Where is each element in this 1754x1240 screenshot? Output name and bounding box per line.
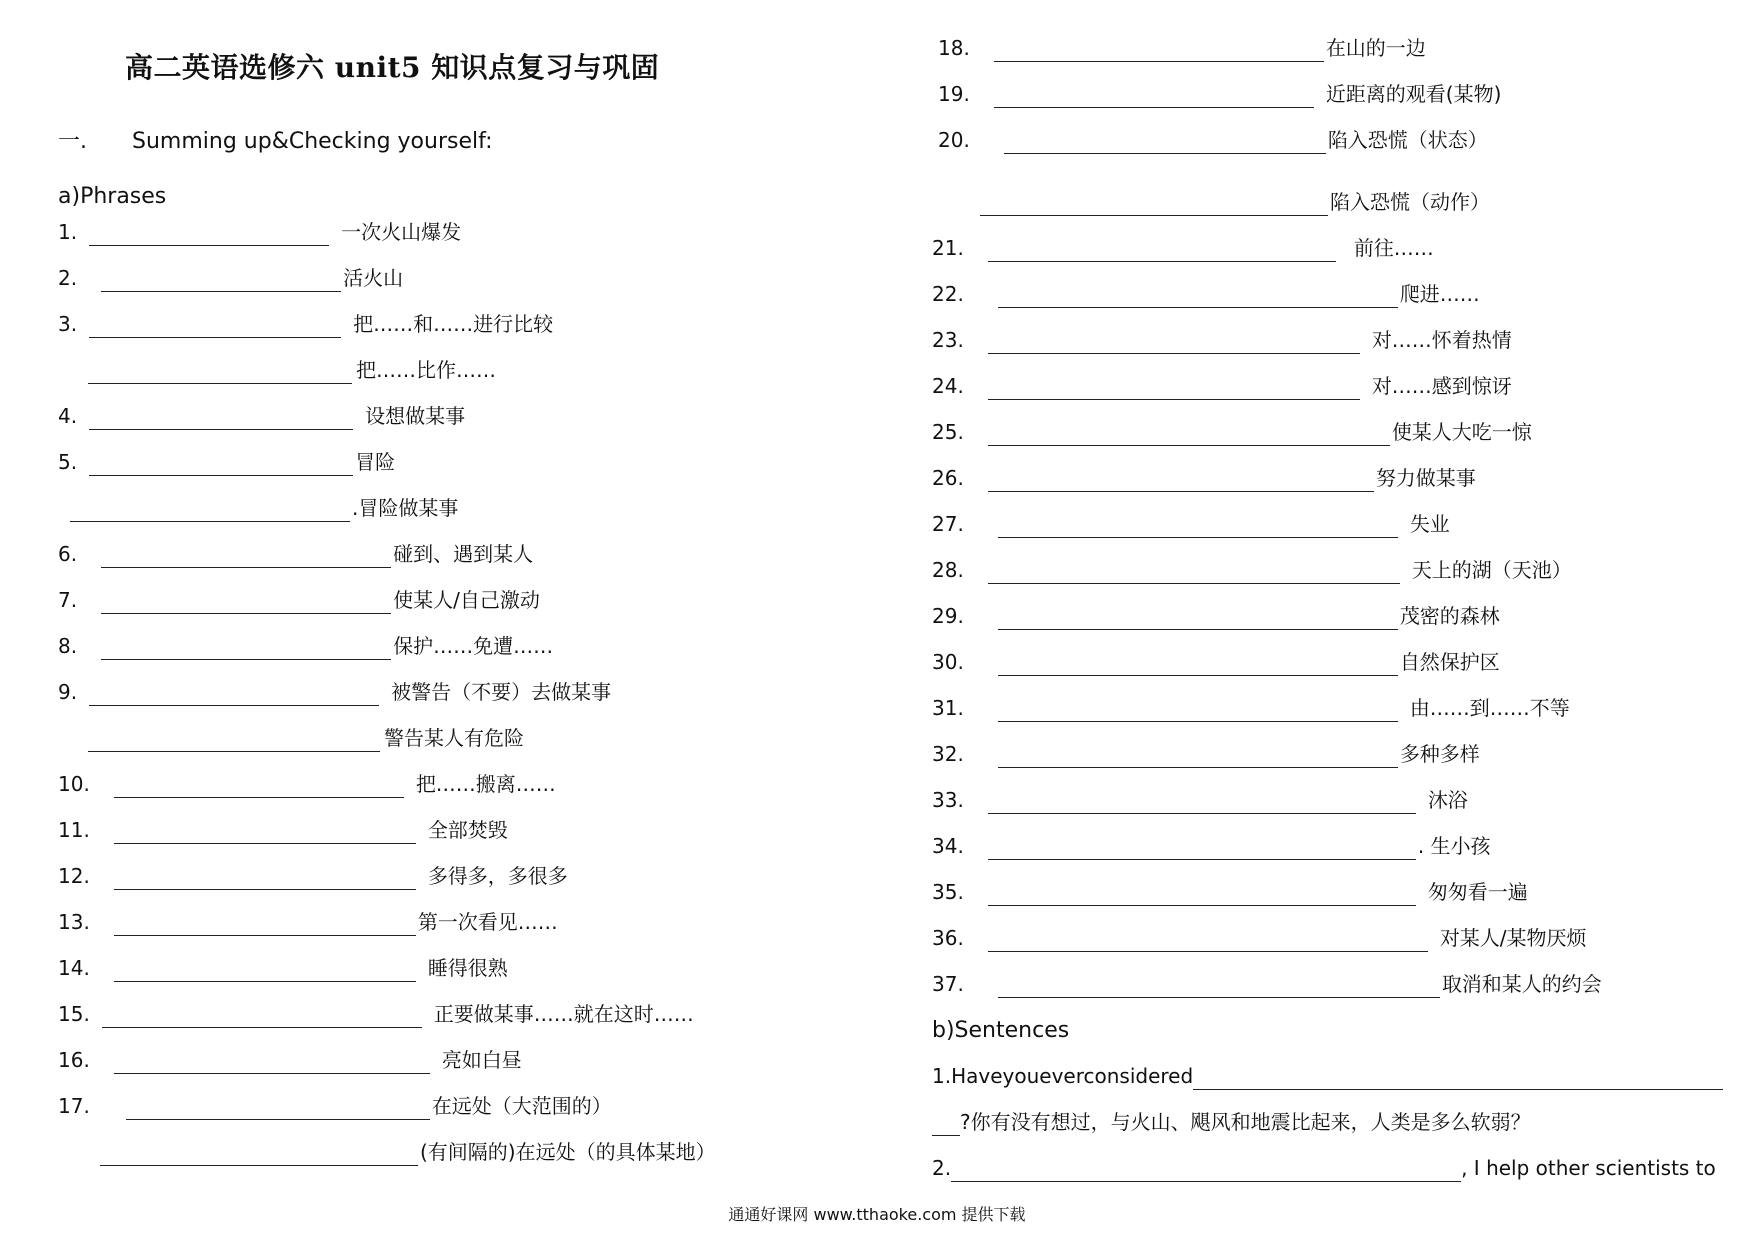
phrase-meaning: 茂密的森林	[1399, 604, 1500, 628]
phrase-meaning: 对……怀着热情	[1371, 328, 1512, 352]
phrase-number: 33.	[932, 788, 964, 812]
answer-blank[interactable]	[988, 471, 1374, 492]
sentence-1-continuation: ?你有没有想过，与火山、飓风和地震比起来，人类是多么软弱？	[960, 1110, 1531, 1134]
phrase-row	[58, 448, 395, 476]
phrase-meaning: 失业	[1409, 512, 1450, 536]
phrase-meaning: 前往……	[1353, 236, 1434, 260]
sentence-1	[932, 1062, 1723, 1090]
phrase-number: 15.	[58, 1002, 90, 1026]
phrase-number: 8.	[58, 634, 78, 658]
answer-blank[interactable]	[70, 501, 350, 522]
sentence-1-blank[interactable]	[1193, 1069, 1723, 1090]
phrase-row	[938, 34, 1426, 62]
phrase-row	[58, 678, 611, 706]
answer-blank[interactable]	[88, 731, 380, 752]
phrase-row	[58, 540, 533, 568]
phrase-row	[932, 464, 1476, 492]
sentence-2	[932, 1154, 1716, 1182]
phrase-meaning: 沐浴	[1427, 788, 1468, 812]
phrase-row	[58, 770, 556, 798]
phrase-number: 6.	[58, 542, 78, 566]
phrase-row	[58, 310, 553, 338]
phrase-meaning: .冒险做某事	[352, 496, 459, 520]
phrase-number: 20.	[938, 128, 970, 152]
phrase-number: 2.	[58, 266, 78, 290]
answer-blank[interactable]	[998, 747, 1398, 768]
phrase-row	[58, 1000, 694, 1028]
answer-blank[interactable]	[89, 455, 353, 476]
answer-blank[interactable]	[114, 961, 416, 982]
phrase-row	[58, 632, 553, 660]
phrase-number: 34.	[932, 834, 964, 858]
phrase-meaning: 使某人大吃一惊	[1391, 420, 1532, 444]
answer-blank[interactable]	[89, 685, 379, 706]
answer-blank[interactable]	[101, 639, 391, 660]
phrase-meaning: 设想做某事	[365, 404, 466, 428]
phrase-meaning: 多得多，多很多	[427, 864, 568, 888]
phrase-number: 4.	[58, 404, 78, 428]
phrases-heading: a)Phrases	[58, 184, 167, 209]
sentences-heading: b)Sentences	[932, 1018, 1070, 1043]
phrase-row	[932, 602, 1500, 630]
phrase-number: 16.	[58, 1048, 90, 1072]
phrase-meaning: 陷入恐慌（动作）	[1330, 190, 1490, 214]
phrase-number: 1.	[58, 220, 78, 244]
phrase-meaning: 在远处（大范围的）	[431, 1094, 612, 1118]
answer-blank[interactable]	[988, 563, 1400, 584]
answer-blank[interactable]	[101, 271, 341, 292]
phrase-meaning: 亮如白昼	[441, 1048, 522, 1072]
phrase-number: 36.	[932, 926, 964, 950]
answer-blank[interactable]	[998, 287, 1398, 308]
answer-blank[interactable]	[998, 655, 1398, 676]
answer-blank[interactable]	[126, 1099, 430, 1120]
phrase-number: 25.	[932, 420, 964, 444]
answer-blank[interactable]	[998, 517, 1398, 538]
answer-blank[interactable]	[988, 931, 1428, 952]
phrase-number: 17.	[58, 1094, 90, 1118]
phrase-number: 13.	[58, 910, 90, 934]
phrase-number: 29.	[932, 604, 964, 628]
phrase-row	[58, 264, 403, 292]
answer-blank[interactable]	[988, 241, 1336, 262]
phrase-meaning: 爬进……	[1399, 282, 1480, 306]
answer-blank[interactable]	[988, 425, 1390, 446]
phrase-number: 5.	[58, 450, 78, 474]
phrase-meaning: 近距离的观看(某物)	[1325, 82, 1502, 106]
phrase-row	[932, 234, 1434, 262]
phrase-row	[932, 372, 1512, 400]
phrase-meaning: 冒险	[355, 450, 396, 474]
phrase-row	[58, 1092, 612, 1120]
phrase-row	[932, 786, 1468, 814]
answer-blank[interactable]	[994, 87, 1314, 108]
phrase-row	[932, 418, 1532, 446]
answer-blank[interactable]	[114, 1053, 430, 1074]
phrase-meaning: 自然保护区	[1399, 650, 1500, 674]
phrase-meaning: 由……到……不等	[1409, 696, 1570, 720]
sentence-2-prefix: 2.	[932, 1156, 952, 1180]
phrase-number: 7.	[58, 588, 78, 612]
phrase-meaning: 正要做某事……就在这时……	[433, 1002, 694, 1026]
phrase-number: 28.	[932, 558, 964, 582]
phrase-row	[932, 740, 1480, 768]
phrase-meaning: 匆匆看一遍	[1427, 880, 1528, 904]
phrase-meaning: 保护……免遭……	[393, 634, 554, 658]
phrase-meaning: 取消和某人的约会	[1441, 972, 1602, 996]
answer-blank[interactable]	[988, 885, 1416, 906]
phrase-row	[932, 556, 1572, 584]
answer-blank[interactable]	[100, 1145, 418, 1166]
answer-blank[interactable]	[88, 363, 352, 384]
section-heading	[58, 124, 493, 155]
phrase-meaning: 对某人/某物厌烦	[1439, 926, 1587, 950]
answer-blank[interactable]	[114, 869, 416, 890]
answer-blank[interactable]	[101, 593, 391, 614]
phrase-row	[980, 188, 1490, 216]
answer-blank[interactable]	[988, 333, 1360, 354]
answer-blank[interactable]	[114, 823, 416, 844]
phrase-number: 21.	[932, 236, 964, 260]
phrase-number: 11.	[58, 818, 90, 842]
phrase-row	[932, 326, 1512, 354]
phrase-meaning: 使某人/自己激动	[393, 588, 540, 612]
phrase-meaning: 一次火山爆发	[341, 220, 462, 244]
phrase-number: 9.	[58, 680, 78, 704]
answer-blank[interactable]	[988, 839, 1416, 860]
phrase-row	[58, 218, 461, 246]
phrase-row	[932, 878, 1528, 906]
section-label: Summing up&Checking yourself:	[132, 129, 493, 154]
phrase-row	[938, 126, 1488, 154]
phrase-number: 26.	[932, 466, 964, 490]
phrase-meaning: 把……搬离……	[415, 772, 556, 796]
phrase-meaning: 把……比作……	[356, 358, 496, 382]
answer-blank[interactable]	[89, 409, 353, 430]
sentence-2-suffix: , I help other scientists to	[1461, 1156, 1716, 1180]
answer-blank[interactable]	[998, 609, 1398, 630]
phrase-row	[932, 694, 1570, 722]
sentence-2-blank[interactable]	[951, 1161, 1461, 1182]
answer-blank[interactable]	[89, 317, 341, 338]
answer-blank[interactable]	[988, 379, 1360, 400]
phrase-row	[58, 908, 558, 936]
phrase-number: 37.	[932, 972, 964, 996]
phrase-row	[58, 862, 568, 890]
phrase-number: 12.	[58, 864, 90, 888]
answer-blank[interactable]	[998, 701, 1398, 722]
phrase-meaning: 睡得很熟	[427, 956, 508, 980]
phrase-meaning: 被警告（不要）去做某事	[391, 680, 612, 704]
answer-blank[interactable]	[114, 777, 404, 798]
answer-blank[interactable]	[101, 547, 391, 568]
phrase-row	[932, 970, 1602, 998]
phrase-number: 3.	[58, 312, 78, 336]
phrase-row	[58, 586, 540, 614]
phrase-row	[58, 816, 508, 844]
phrase-meaning: 在山的一边	[1325, 36, 1426, 60]
phrase-meaning: 陷入恐慌（状态）	[1327, 128, 1488, 152]
phrase-row	[70, 494, 458, 522]
page-title: 高二英语选修六 unit5 知识点复习与巩固	[125, 51, 660, 84]
phrase-row	[932, 510, 1450, 538]
phrase-number: 32.	[932, 742, 964, 766]
phrase-row	[58, 1046, 522, 1074]
phrase-meaning: . 生小孩	[1417, 834, 1491, 858]
phrase-row	[58, 954, 508, 982]
phrase-row	[938, 80, 1501, 108]
phrase-meaning: 活火山	[343, 266, 404, 290]
phrase-number: 10.	[58, 772, 90, 796]
phrase-meaning: 对……感到惊讶	[1371, 374, 1512, 398]
phrase-meaning: 多种多样	[1399, 742, 1480, 766]
phrase-row	[932, 832, 1491, 860]
sentence-1-prefix: 1.Haveyoueverconsidered	[932, 1064, 1194, 1088]
phrase-number: 14.	[58, 956, 90, 980]
phrase-meaning: 全部焚毁	[427, 818, 508, 842]
answer-blank[interactable]	[89, 225, 329, 246]
phrase-meaning: 碰到、遇到某人	[393, 542, 534, 566]
phrase-number: 24.	[932, 374, 964, 398]
phrase-number: 18.	[938, 36, 970, 60]
answer-blank[interactable]	[114, 915, 416, 936]
phrase-number: 27.	[932, 512, 964, 536]
answer-blank[interactable]	[102, 1007, 422, 1028]
sentence-1-blank-2[interactable]	[932, 1115, 960, 1136]
answer-blank[interactable]	[988, 793, 1416, 814]
answer-blank[interactable]	[998, 977, 1440, 998]
phrase-number: 22.	[932, 282, 964, 306]
phrase-meaning: 第一次看见……	[417, 910, 558, 934]
answer-blank[interactable]	[994, 41, 1324, 62]
phrase-row	[58, 402, 465, 430]
phrase-meaning: 警告某人有危险	[384, 726, 524, 750]
phrase-number: 30.	[932, 650, 964, 674]
phrase-meaning: 努力做某事	[1375, 466, 1476, 490]
phrase-row	[932, 648, 1500, 676]
phrase-number: 19.	[938, 82, 970, 106]
sentence-1-line-2	[932, 1108, 1531, 1136]
answer-blank[interactable]	[980, 195, 1328, 216]
phrase-row	[932, 924, 1587, 952]
phrase-number: 35.	[932, 880, 964, 904]
phrase-number: 31.	[932, 696, 964, 720]
phrase-row	[100, 1138, 716, 1166]
phrase-row	[88, 724, 524, 752]
answer-blank[interactable]	[1004, 133, 1326, 154]
phrase-meaning: 把……和……进行比较	[353, 312, 554, 336]
section-number: 一.	[58, 129, 87, 154]
page-footer: 通通好课网 www.tthaoke.com 提供下载	[728, 1205, 1026, 1224]
phrase-meaning: (有间隔的)在远处（的具体某地）	[420, 1140, 716, 1164]
phrase-row	[932, 280, 1480, 308]
phrase-row	[88, 356, 496, 384]
phrase-meaning: 天上的湖（天池）	[1411, 558, 1572, 582]
phrase-number: 23.	[932, 328, 964, 352]
